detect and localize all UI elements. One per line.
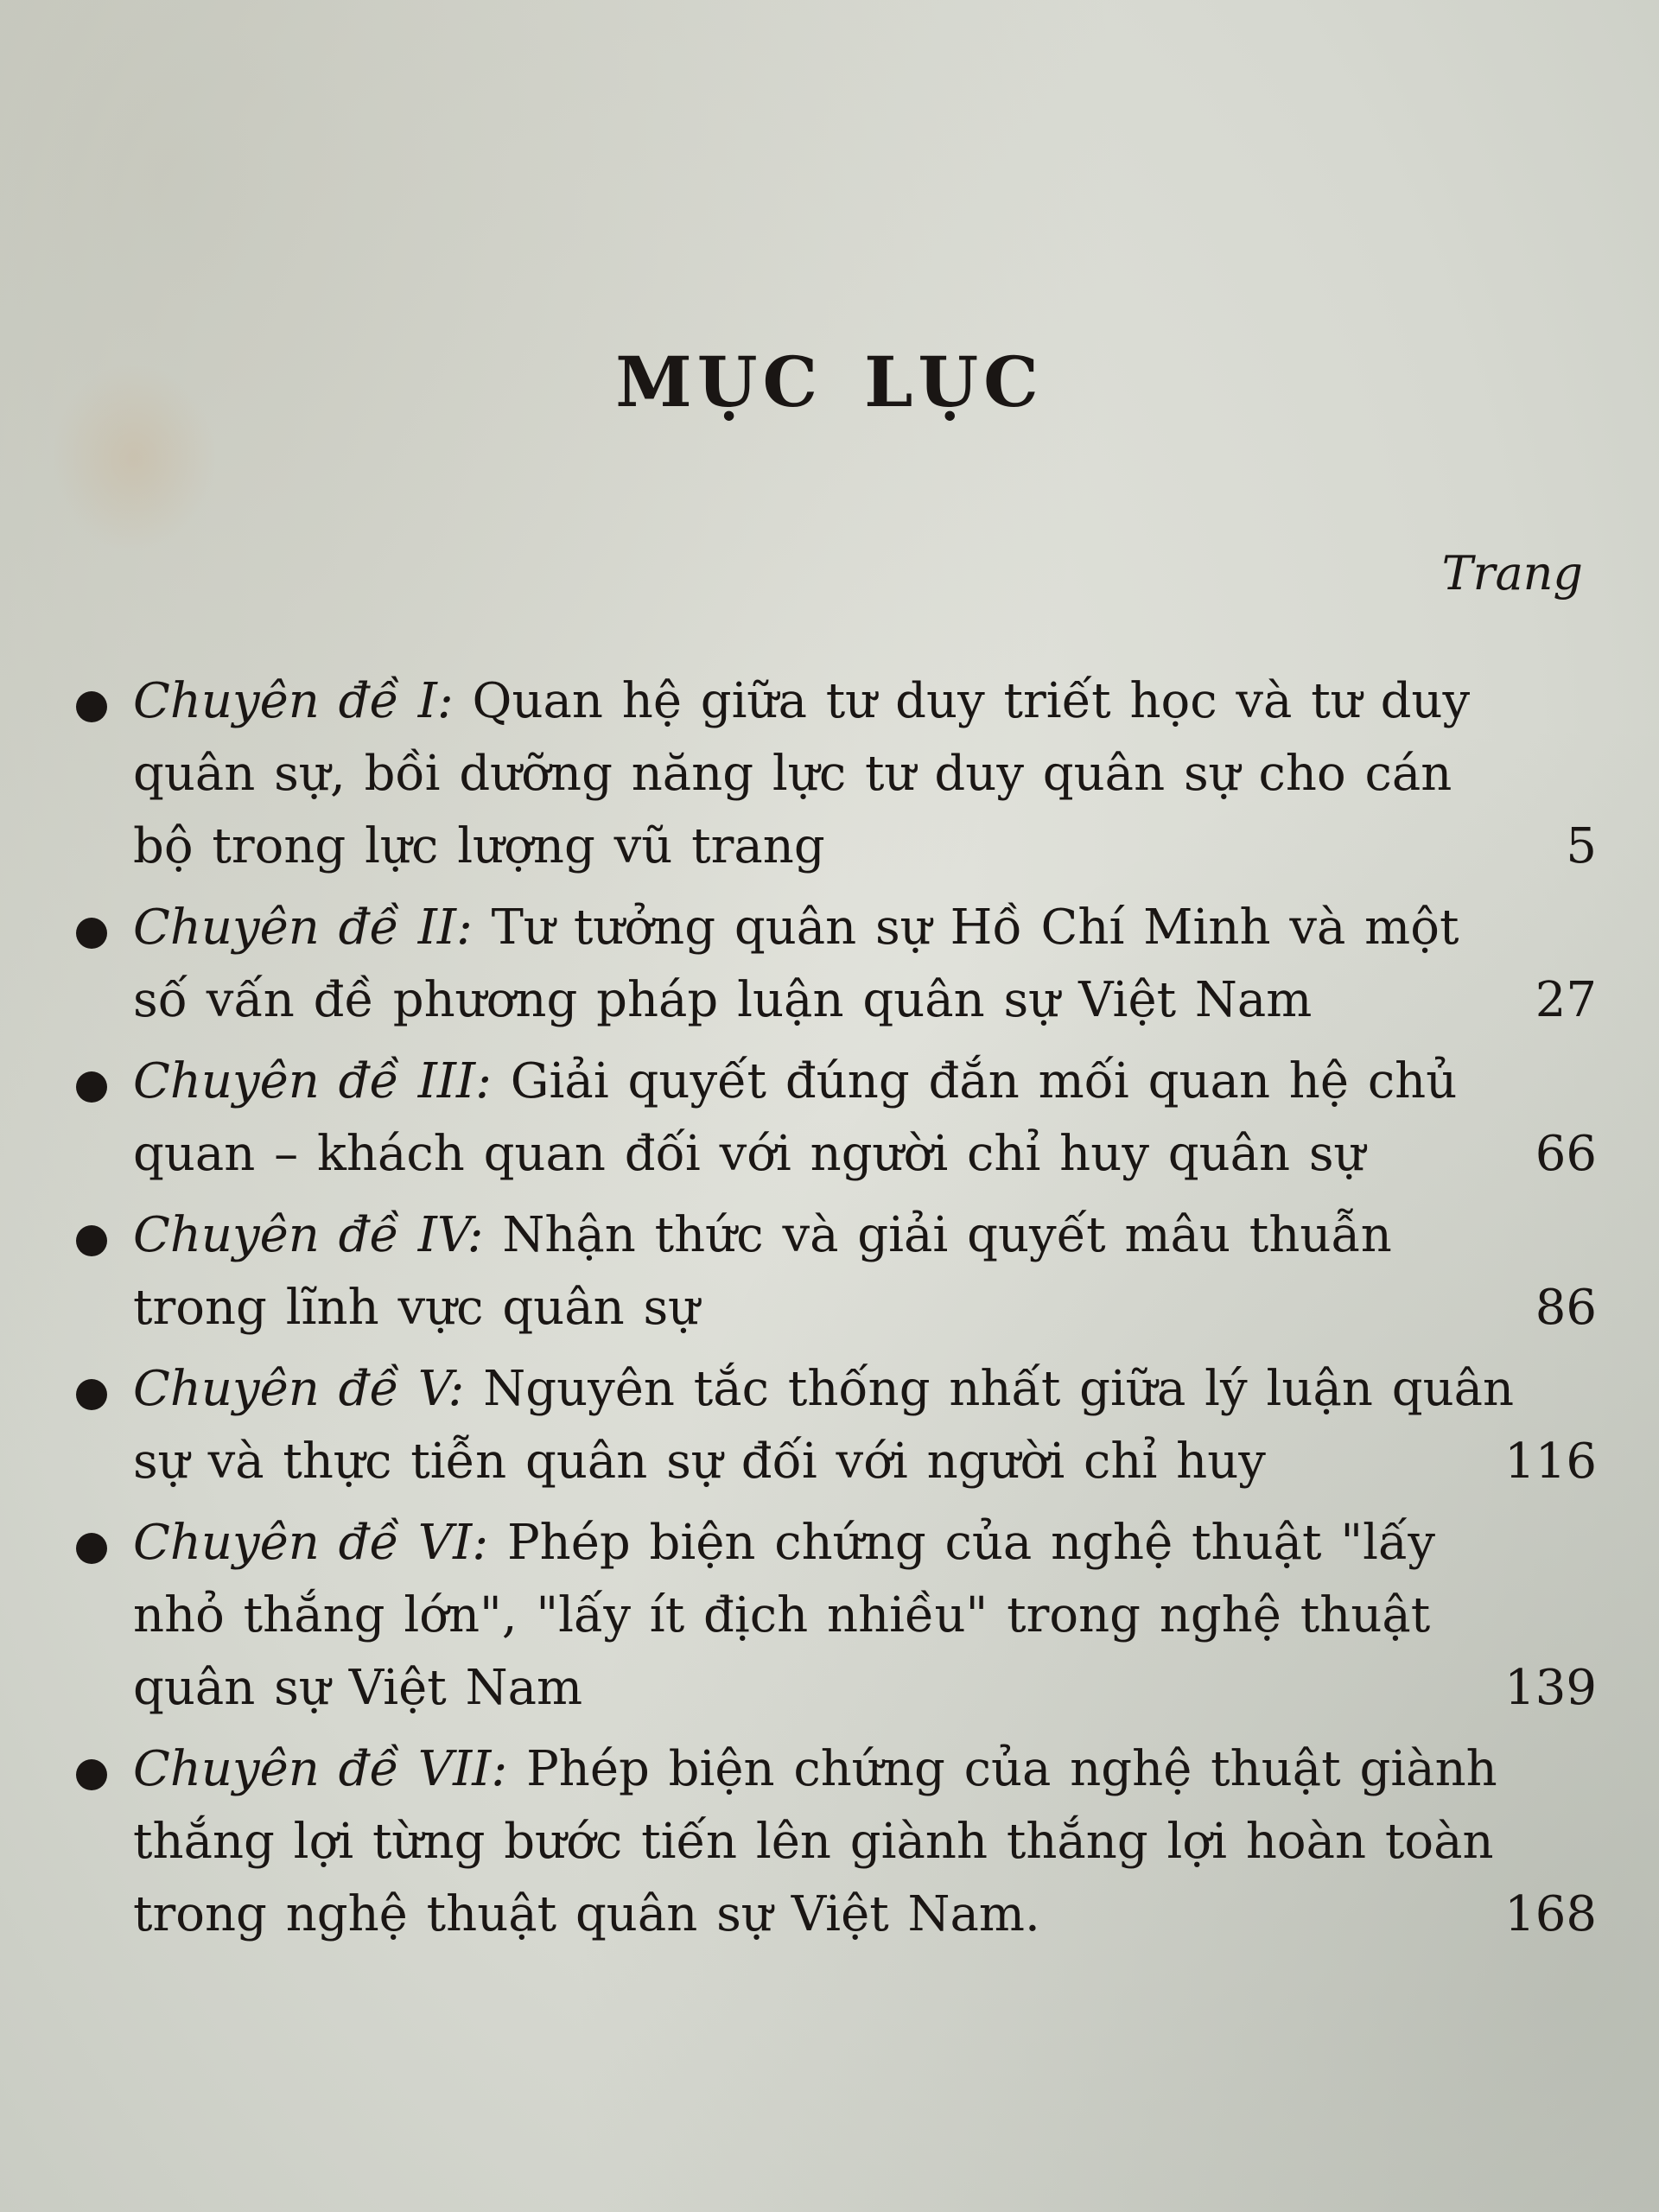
page-column-header: Trang bbox=[1441, 546, 1583, 601]
bullet-icon bbox=[76, 1533, 107, 1564]
toc-entry-7 bbox=[76, 1733, 1597, 1951]
toc-entry-6 bbox=[76, 1507, 1597, 1725]
toc-entry-page: 116 bbox=[1504, 1433, 1597, 1490]
toc-entry-1 bbox=[76, 665, 1597, 883]
toc-entry-title: Tư tưởng quân sự Hồ Chí Minh và một số vấn đề phương pháp luận quân sự Việt Nam bbox=[133, 899, 1459, 1028]
toc-entry-label: Chuyên đề VII: bbox=[133, 1741, 508, 1797]
toc-entry-label: Chuyên đề V: bbox=[133, 1361, 465, 1417]
toc-entry-title: Quan hệ giữa tư duy triết học và tư duy quân sự, bồi dưỡng năng lực tư duy quân sự cho cán bộ trong lực lượng vũ trang bbox=[133, 673, 1471, 874]
toc-entry-title: Phép biện chứng của nghệ thuật "lấy nhỏ thắng lớn", "lấy ít địch nhiều" trong nghệ thuật quân sự Việt Nam bbox=[133, 1515, 1435, 1716]
bullet-icon bbox=[76, 1071, 107, 1103]
page-title: MỤC LỤC bbox=[615, 341, 1044, 423]
bullet-icon bbox=[76, 691, 107, 722]
toc-entry-title: Giải quyết đúng đắn mối quan hệ chủ quan – khách quan đối với người chỉ huy quân sự bbox=[133, 1053, 1458, 1182]
toc-entry-page: 86 bbox=[1535, 1280, 1597, 1336]
toc-entry-page: 5 bbox=[1566, 818, 1597, 874]
toc-entry-2 bbox=[76, 892, 1597, 1037]
toc-entry-page: 66 bbox=[1535, 1126, 1597, 1182]
bullet-icon bbox=[76, 1225, 107, 1256]
toc-entry-page: 168 bbox=[1504, 1886, 1597, 1942]
toc-entry-text bbox=[133, 1046, 1524, 1191]
toc-entry-4 bbox=[76, 1199, 1597, 1344]
toc-entry-label: Chuyên đề I: bbox=[133, 673, 454, 729]
table-of-contents bbox=[76, 665, 1597, 1960]
toc-entry-label: Chuyên đề III: bbox=[133, 1053, 492, 1109]
toc-entry-page: 139 bbox=[1504, 1660, 1597, 1716]
toc-entry-text bbox=[133, 1733, 1524, 1951]
toc-entry-title: Phép biện chứng của nghệ thuật giành thắng lợi từng bước tiến lên giành thắng lợi hoàn toàn trong nghệ thuật quân sự Việt Nam. bbox=[133, 1741, 1497, 1942]
toc-entry-page: 27 bbox=[1535, 972, 1597, 1028]
toc-entry-title: Nguyên tắc thống nhất giữa lý luận quân sự và thực tiễn quân sự đối với người chỉ huy bbox=[133, 1361, 1515, 1490]
toc-entry-text bbox=[133, 665, 1524, 883]
toc-entry-label: Chuyên đề VI: bbox=[133, 1515, 489, 1571]
bullet-icon bbox=[76, 918, 107, 949]
toc-entry-text bbox=[133, 1199, 1524, 1344]
toc-entry-text bbox=[133, 1353, 1524, 1498]
bullet-icon bbox=[76, 1759, 107, 1790]
bullet-icon bbox=[76, 1379, 107, 1410]
toc-entry-3 bbox=[76, 1046, 1597, 1191]
toc-entry-text bbox=[133, 892, 1524, 1037]
toc-entry-label: Chuyên đề IV: bbox=[133, 1207, 484, 1263]
toc-entry-5 bbox=[76, 1353, 1597, 1498]
toc-entry-text bbox=[133, 1507, 1524, 1725]
toc-entry-label: Chuyên đề II: bbox=[133, 899, 473, 956]
toc-entry-title: Nhận thức và giải quyết mâu thuẫn trong lĩnh vực quân sự bbox=[133, 1207, 1392, 1336]
